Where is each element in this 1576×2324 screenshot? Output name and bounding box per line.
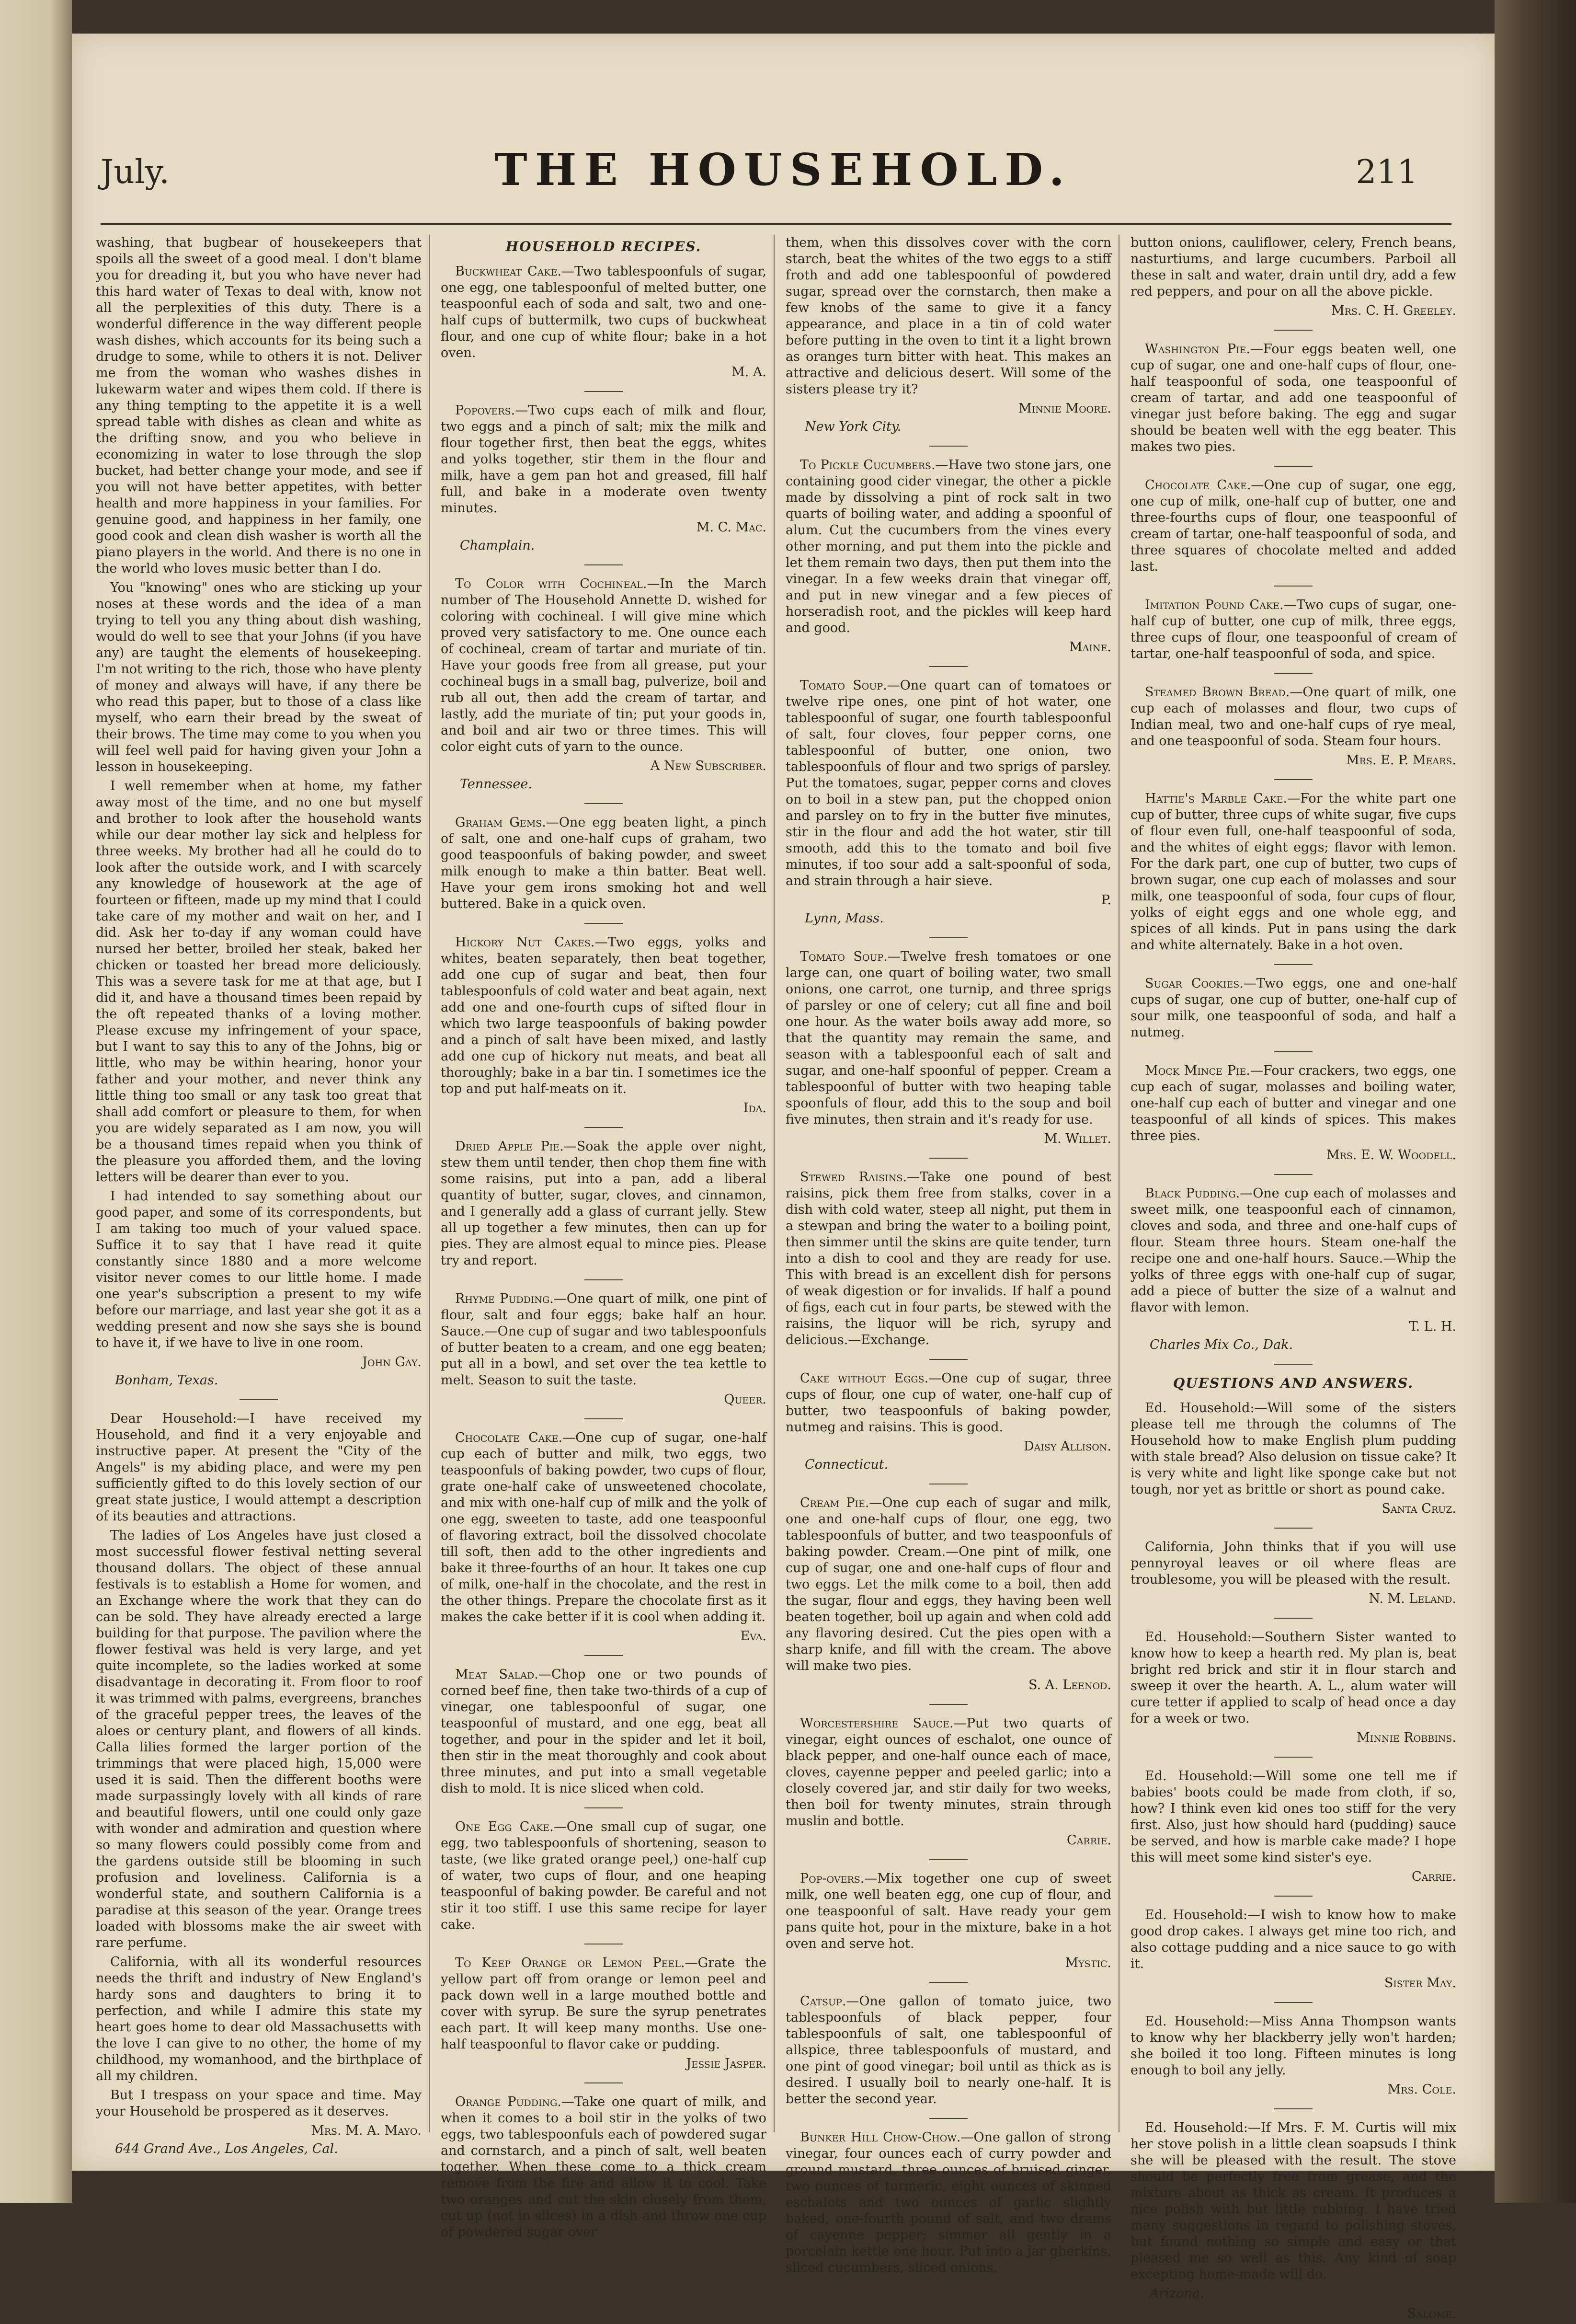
recipe-text: —One quart of milk, one cup each of molasses and flour, two cups of Indian meal, two and one-half cups of rye meal, and one teaspoonful of soda. Steam four hours. (1131, 685, 1456, 748)
recipe-text: —One gallon of tomato juice, two tablespoonfuls of black pepper, four tablespoonfuls of salt, one tablespoonful of allspice, three tablespoonfuls of mustard, and one pint of good vinegar; boil until as thick as is desired. I usually boil to nearly one-half. It is better the second year. (786, 1994, 1111, 2106)
recipe-title: Imitation Pound Cake. (1145, 598, 1284, 612)
qa-entry: Ed. Household:—Miss Anna Thompson wants to know why her blackberry jelly won't harden; she boiled it too long. Fifteen minutes is long enough to boil any jelly. (1131, 2014, 1456, 2078)
letter-paragraph: The ladies of Los Angeles have just closed a most successful flower festival netting several thousand dollars. The object of these annual festivals is to establish a Home for women, and an Exchange where the work that they can do can be sold. They have already erected a large building for that purpose. The pavilion where the flower festival was held is very large, and yet quite incomplete, so the ladies worked at some disadvantage in decorating it. From floor to roof it was trimmed with palms, evergreens, branches of the graceful pepper trees, the leaves of the aloes or century plant, and flowers of all kinds. Calla lilies formed the larger portion of the trimmings that were placed high, 15,000 were used it is said. Then the different booths were made surpassingly lovely with all kinds of rare and beautiful flowers, until one could only gaze with wonder and admiration and question where so many flowers could possibly come from and the gardens outside still be blooming in such profusion and loveliness. California is a wonderful state, and southern California is a paradise at this season of the year. Orange trees loaded with blossoms make the air sweet with rare perfume. (96, 1528, 422, 1950)
qa-entry: Ed. Household:—Will some of the sisters please tell me through the columns of The Household how to make English plum pudding with stale bread? Also delusion on tissue cake? It is very white and light like sponge cake but not tough, nor yet as brittle or short as pound cake. (1131, 1401, 1456, 1497)
separator (1274, 1896, 1313, 1897)
signature: John Gay. (362, 1355, 422, 1369)
place-line: Champlain. (460, 538, 535, 553)
separator (240, 1399, 278, 1400)
qa-entry: Ed. Household:—If Mrs. F. M. Curtis will mix her stove polish in a little clean soapsuds I think she will be pleased with the result. The stove should be perfectly free from grease, and the mixture about as thick as cream. It produces a nice polish with but little rubbing. I have tried many suggestions in regard to polishing stoves, but found nothing so simple and easy or that pleased me so well as this. Any kind of soap excepting home-made will do. (1131, 2120, 1456, 2282)
recipe-text: —One egg beaten light, a pinch of salt, one and one-half cups of graham, two good teaspoonfuls of baking powder, and sweet milk enough to make a thin batter. Beat well. Have your gem irons smoking hot and well buttered. Bake in a quick oven. (441, 815, 766, 911)
recipe-entry (1131, 341, 1456, 455)
recipe-entry (441, 1291, 766, 1389)
recipe-text: —Take one pound of best raisins, pick them free from stalks, cover in a dish with cold water, steep all night, put them in a stewpan and bring the water to a boiling point, then simmer until the skins are quite tender, turn into a dish to cool and they are ready for use. This with bread is an excellent dish for persons of weak digestion or for invalids. If half a pound of figs, each cut in four parts, be stewed with the raisins, the liquor will be rich, syrupy and delicious.—Exchange. (786, 1170, 1112, 1347)
separator (929, 2118, 968, 2119)
recipe-entry (441, 1139, 766, 1269)
place-line: Charles Mix Co., Dak. (1150, 1337, 1293, 1352)
recipe-text: —Two eggs, one and one-half cups of sugar, one cup of butter, one-half cup of sour milk, one teaspoonful of soda, and half a nutmeg. (1131, 976, 1456, 1040)
recipe-entry (786, 1495, 1111, 1674)
recipe-title: Worcestershire Sauce. (800, 1716, 954, 1731)
recipe-title: Sugar Cookies. (1145, 976, 1244, 991)
article-paragraph: I had intended to say something about our good paper, and some of its correspondents, but I am taking too much of your valued space. Suffice it to say that I have read it quite constantly since 1880 and a more welcome visitor never comes to our little home. I made one year's subscription a present to my wife before our marriage, and last year she got it as a wedding present and now she says she is bound to have it, if we have to live in one room. (96, 1189, 422, 1350)
signature: Mrs. E. W. Woodell. (1326, 1148, 1456, 1162)
separator (1274, 2002, 1313, 2003)
signature: Sister May. (1384, 1976, 1456, 1990)
recipe-entry (1131, 1185, 1456, 1316)
recipe-text: —One gallon of strong vinegar, four ounces each of curry powder and ground mustard, three ounces of bruised ginger, two ounces of turmeric, eight ounces of skinned eschalots and two ounces of garlic slightly baked, one-fourth pound of salt, and two drams of cayenne pepper; simmer all gently in a porcelain kettle one hour. Put into a jar gherkins, sliced cucumbers, sliced onions, (786, 2130, 1111, 2275)
separator (584, 1655, 623, 1656)
masthead-title: THE HOUSEHOLD. (494, 144, 1072, 196)
recipe-text: —One cup each of molasses and sweet milk, one teaspoonful each of cinnamon, cloves and soda, and three and one-half cups of flour. Steam three hours. Steam one-half the recipe one and one-half hours. Sauce.—Whip the yolks of three eggs with one-half cup of sugar, add a piece of butter the size of a walnut and flavor with lemon. (1131, 1186, 1457, 1315)
place-line: Arizona. (1150, 2286, 1204, 2301)
recipe-title: Hattie's Marble Cake. (1145, 791, 1288, 806)
recipe-entry (1131, 597, 1456, 662)
recipe-text: —One quart of milk, one pint of flour, salt and four eggs; bake half an hour. Sauce.—One cup of sugar and two tablespoonfuls of butter beaten to a cream, and one egg beaten; put all in a bowl, and set over the tea kettle to melt. Season to suit the taste. (441, 1291, 766, 1388)
recipe-entry (441, 2094, 766, 2241)
recipe-text: —One quart can of tomatoes or twelve ripe ones, one pint of hot water, one tablespoonful of sugar, one fourth tablespoonful of salt, four cloves, four pepper corns, one tablespoonful of butter, one onion, two tablespoonfuls of flour and two sprigs of parsley. Put the tomatoes, sugar, pepper corns and cloves on to boil in a stew pan, put the chopped onion and parsley on to fry in the butter five minutes, stir in the flour and add the hot water, stir till smooth, add this to the tomato and boil five minutes, if too sour add a salt-spoonful of soda, and strain through a hair sieve. (786, 678, 1111, 888)
signature: Minnie Moore. (1018, 401, 1111, 416)
recipe-text: —One cup each of sugar and milk, one and one-half cups of flour, one egg, two tablespoonfuls of butter, and two teaspoonfuls of baking powder. Cream.—One pint of milk, one cup of sugar, one and one-half cups of flour and two eggs. Let the milk come to a boil, then add the sugar, flour and eggs, they having been well beaten together, boil up again and when cold add any flavoring desired. Cut the pies open with a sharp knife, and fill with the cream. The above will make two pies. (786, 1496, 1112, 1673)
separator (584, 1807, 623, 1808)
separator (584, 2082, 623, 2083)
recipe-text: —Put two quarts of vinegar, eight ounces of eschalot, one ounce of black pepper, and one-half ounce each of mace, cloves, cayenne pepper and peeled garlic; into a closely covered jar, and stir daily for two weeks, then boil for twenty minutes, strain through muslin and bottle. (786, 1716, 1111, 1829)
separator (584, 1418, 623, 1419)
signature: M. Willet. (1044, 1131, 1111, 1146)
recipe-title: Orange Pudding. (455, 2094, 561, 2109)
signature: Mrs. Cole. (1387, 2082, 1456, 2097)
recipe-title: Stewed Raisins. (800, 1170, 907, 1185)
recipe-title: Cake without Eggs. (800, 1371, 929, 1386)
recipe-entry (786, 949, 1111, 1128)
separator (584, 803, 623, 804)
separator (929, 1982, 968, 1983)
column-2 (441, 235, 766, 2243)
column-1 (96, 235, 422, 2161)
signature: Santa Cruz. (1382, 1501, 1456, 1516)
signature: Maine. (1069, 640, 1111, 655)
recipe-text: —Mix together one cup of sweet milk, one well beaten egg, one cup of flour, and one teaspoonful of salt. Have ready your gem pans quite hot, pour in the mixture, bake in a hot oven and serve hot. (786, 1871, 1111, 1951)
recipe-title: Catsup. (800, 1994, 846, 2009)
recipe-entry (441, 934, 766, 1097)
separator (929, 1859, 968, 1860)
recipe-text: —Twelve fresh tomatoes or one large can, one quart of boiling water, two small onions, one carrot, one turnip, and three sprigs of parsley or one of celery; cut all fine and boil one hour. As the water boils away add more, so that the quantity may remain the same, and season with a tablespoonful each of salt and sugar, and one-half spoonful of pepper. Cream a tablespoonful of butter with two heaping table spoonfuls of flour, add this to the soup and boil five minutes, then strain and it's ready for use. (786, 949, 1111, 1127)
recipe-entry (786, 1715, 1111, 1829)
recipe-entry (441, 1819, 766, 1933)
recipe-title: One Egg Cake. (455, 1819, 554, 1834)
signature: Queer. (724, 1392, 766, 1407)
signature: P. (1101, 893, 1111, 908)
recipe-text: —Chop one or two pounds of corned beef fine, then take two-thirds of a cup of vinegar, one tablespoonful of sugar, one teaspoonful of mustard, and one egg, beat all together, and pour in the spider and let it boil, then stir in the meat thoroughly and cook about three minutes, and put into a small vegetable dish to mold. It is nice sliced when cold. (441, 1667, 766, 1796)
recipe-text: —Four crackers, two eggs, one cup each of sugar, molasses and boiling water, one-half cup each of butter and vinegar and one teaspoonful of all kinds of spices. This makes three pies. (1131, 1063, 1456, 1143)
recipe-entry (441, 264, 766, 361)
place-line: New York City. (805, 419, 902, 434)
separator (1274, 673, 1313, 674)
recipe-entry (786, 1871, 1111, 1952)
signature: Eva. (740, 1629, 766, 1644)
recipe-text: —One cup of sugar, one-half cup each of butter and milk, two eggs, two teaspoonfuls of baking powder, two cups of flour, grate one-half cake of unsweetened chocolate, and mix with one-half cup of milk and the yolk of one egg, sweeten to taste, add one teaspoonful of flavoring extract, boil the dissolved chocolate till soft, then add to the other ingredients and bake it three-fourths of an hour. It takes one cup of milk, one-half in the chocolate, and the rest in the other things. Prepare the chocolate first as it makes the cake better if it is cool when adding it. (441, 1430, 766, 1624)
recipe-entry (1131, 684, 1456, 749)
place-line: 644 Grand Ave., Los Angeles, Cal. (115, 2141, 338, 2156)
month-label: July. (101, 153, 170, 191)
recipe-entry (786, 1370, 1111, 1436)
qa-entry: Ed. Household:—Southern Sister wanted to know how to keep a hearth red. My plan is, beat bright red brick and stir it in flour starch and sweep it over the hearth. A. L., alum water will cure tetter if applied to scalp of head once a day for a week or two. (1131, 1630, 1456, 1726)
facing-page-edge (0, 0, 72, 2203)
separator (929, 1359, 968, 1360)
separator (1274, 779, 1313, 780)
recipe-entry (441, 1430, 766, 1625)
recipe-entry (786, 457, 1111, 636)
separator (929, 937, 968, 938)
separator (1274, 964, 1313, 965)
recipe-text: —One cup of sugar, three cups of flour, one cup of water, one-half cup of butter, two teaspoonfuls of baking powder, nutmeg and raisins. This is good. (786, 1371, 1111, 1435)
signature: Ida. (743, 1101, 766, 1116)
place-line: Connecticut. (805, 1457, 889, 1472)
signature: Mrs. E. P. Mears. (1346, 753, 1456, 768)
separator (584, 1127, 623, 1128)
recipe-entry (441, 1667, 766, 1797)
recipe-title: Cream Pie. (800, 1496, 869, 1510)
separator (1274, 1174, 1313, 1175)
section-heading: HOUSEHOLD RECIPES. (505, 239, 702, 254)
recipe-title: Hickory Nut Cakes. (455, 935, 595, 950)
separator (929, 1704, 968, 1705)
signature: A New Subscriber. (650, 759, 766, 773)
column-4 (1131, 235, 1456, 2324)
section-heading: QUESTIONS AND ANSWERS. (1173, 1375, 1414, 1391)
recipe-title: Tomato Soup. (800, 949, 888, 964)
recipe-text: —Take one quart of milk, and when it comes to a boil stir in the yolks of two eggs, two tablespoonfuls each of powdered sugar and cornstarch, and a pinch of salt, well beaten together. When these come to a thick cream remove from the fire and allow it to cool. Take two oranges and cut the skin closely from them, cut up (not in slices) in a dish and throw one cup of powdered sugar over (441, 2094, 766, 2240)
place-line: Tennessee. (460, 777, 532, 792)
recipe-text: —Two cups each of milk and flour, two eggs and a pinch of salt; mix the milk and flour together first, then beat the eggs, whites and yolks together, stir them in the flour and milk, have a gem pan hot and greased, fill half full, and bake in a moderate oven twenty minutes. (441, 403, 766, 516)
qa-entry: Ed. Household:—I wish to know how to make good drop cakes. I always get mine too rich, and also cottage pudding and a nice sauce to go with it. (1131, 1908, 1456, 1971)
recipe-title: Buckwheat Cake. (455, 264, 562, 279)
signature: M. C. Mac. (696, 520, 766, 535)
signature: Mrs. M. A. Mayo. (311, 2123, 422, 2138)
place-line: Lynn, Mass. (805, 911, 884, 926)
continued-paragraph: them, when this dissolves cover with the corn starch, beat the whites of the two eggs to a stiff froth and add one tablespoonful of powdered sugar, spread over the cornstarch, then make a few knobs of the same to give it a fancy appearance, and place in a tin of cold water before putting in the oven to tint it a light brown as oranges turn bitter with heat. This makes an attractive and delicious desert. Will some of the sisters please try it? (786, 235, 1111, 397)
recipe-text: —Soak the apple over night, stew them until tender, then chop them fine with some raisins, put into a pan, add a liberal quantity of butter, sugar, cloves, and cinnamon, and I generally add a glass of currant jelly. Stew all up together a few minutes, then can up for pies. They are almost equal to mince pies. Please try and report. (441, 1139, 766, 1268)
recipe-text: —One small cup of sugar, one egg, two tablespoonfuls of shortening, season to taste, (we like grated orange peel,) one-half cup of water, two cups of flour, and one heaping teaspoonful of baking powder. Be careful and not stir it too stiff. I use this same recipe for layer cake. (441, 1819, 766, 1932)
recipe-title: Graham Gems. (455, 815, 546, 830)
signature: T. L. H. (1409, 1319, 1456, 1334)
recipe-text: —In the March number of The Household Annette D. wished for coloring with cochineal. I will give mine which proved very satisfactory to me. One ounce each of cochineal, cream of tartar and muriate of tin. Have your goods free from all grease, put your cochineal bugs in a small bag, pulverize, boil and rub all out, then add the cream of tartar, and lastly, add the muriate of tin; put your goods in, and boil and air two or three times. This will color eight cuts of yarn to the ounce. (441, 576, 766, 754)
signature: Daisy Allison. (1023, 1439, 1111, 1454)
letter-paragraph: But I trespass on your space and time. May your Household be prospered as it deserves. (96, 2088, 422, 2119)
separator (584, 564, 623, 565)
separator (1274, 2108, 1313, 2109)
recipe-text: —One cup of sugar, one egg, one cup of milk, one-half cup of butter, one and three-fourths cups of flour, one teaspoonful of cream of tartar, one-half teaspoonful of soda, and three squares of chocolate melted and added last. (1131, 478, 1457, 574)
book-spine-edge (1495, 0, 1576, 2203)
recipe-entry (786, 678, 1111, 889)
separator (1274, 1364, 1313, 1365)
article-paragraph: I well remember when at home, my father away most of the time, and no one but myself and brother to look after the household wants while our dear mother lay sick and helpless for three weeks. My brother had all he could do to look after the outside work, and I with scarcely any knowledge of housework at the age of fourteen or fifteen, made up my mind that I could take care of my mother and wait on her, and I did. Ask her to-day if any woman could have nursed her better, broiled her steak, baked her chicken or toasted her bread more deliciously. This was a severe task for me at that age, but I did it, and have a thousand times been repaid by the oft repeated thanks of a loving mother. Please excuse my infringement of your space, but I want to say this to any of the Johns, big or little, who may be within hearing, honor your father and your mother, and never think any little thing too small or any task too great that shall add comfort or pleasure to them, for when you are widely separated as I am now, you will be a thousand times repaid when you think of the pleasure you afforded them, and the loving letters will be dearer than ever to you. (96, 779, 422, 1185)
letter-paragraph: Dear Household:—I have received my Household, and find it a very enjoyable and instructive paper. At present the "City of the Angels" is my abiding place, and were my pen sufficiently gifted to do this lovely section of our great state justice, I would attempt a description of its beauties and attractions. (96, 1411, 422, 1524)
continued-paragraph: button onions, cauliflower, celery, French beans, nasturtiums, and large cucumbers. Parboil all these in salt and water, drain until dry, add a few red peppers, and pour on all the above pickle. (1131, 235, 1456, 299)
recipe-entry (1131, 477, 1456, 575)
recipe-text: —Two eggs, yolks and whites, beaten separately, then beat together, add one cup of sugar and beat, then four tablespoonfuls of cold water and beat again, next add one and one-fourth cups of sifted flour in which two large teaspoonfuls of baking powder and a pinch of salt have been mixed, and lastly add one cup of hickory nut meats, and beat all thoroughly; bake in a bar tin. I sometimes ice the top and put half-meats on it. (441, 935, 766, 1096)
recipe-title: Chocolate Cake. (455, 1430, 563, 1445)
recipe-title: Bunker Hill Chow-Chow. (800, 2130, 961, 2145)
separator (584, 923, 623, 924)
separator (584, 1279, 623, 1280)
article-paragraph: You "knowing" ones who are sticking up your noses at these words and the idea of a man trying to tell you any thing about dish washing, would do well to see that your Johns (if you have any) are taught the elements of housekeeping. I'm not writing to the rich, those who have plenty of money and always will have, if any there be who read this paper, but to those of a class like myself, who earn their bread by the sweat of their brows. The time may come to you when you will feel well paid for having given your John a lesson in housekeeping. (96, 580, 422, 774)
recipe-text: —Grate the yellow part off from orange or lemon peel and pack down well in a large mouthed bottle and cover with syrup. Be sure the syrup penetrates each part. It will keep many months. Use one-half teaspoonful to flavor cake or pudding. (441, 1956, 766, 2052)
recipe-title: Washington Pie. (1145, 342, 1251, 357)
page-number: 211 (1356, 153, 1418, 191)
recipe-entry (441, 815, 766, 912)
recipe-entry (441, 576, 766, 755)
qa-entry: Ed. Household:—Will some one tell me if babies' boots could be made from cloth, if so, how? I think even kid ones too stiff for the very first. Also, just how should hard (pudding) sauce be served, and how is marble cake made? I hope this will meet some kind sister's eye. (1131, 1769, 1456, 1865)
recipe-title: Dried Apple Pie. (455, 1139, 564, 1154)
separator (584, 391, 623, 392)
separator (1274, 1051, 1313, 1052)
recipe-entry (1131, 976, 1456, 1041)
recipe-text: —Four eggs beaten well, one cup of sugar, one and one-half cups of flour, one-half teaspoonful of soda, one teaspoonful of cream of tartar, and add one teaspoonful of vinegar just before baking. The egg and sugar should be beaten well with the egg beater. This makes two pies. (1131, 342, 1457, 454)
recipe-title: Mock Mince Pie. (1145, 1063, 1250, 1078)
newspaper-page (72, 34, 1495, 2321)
recipe-entry (441, 1955, 766, 2053)
separator (1274, 586, 1313, 587)
signature: Mrs. C. H. Greeley. (1331, 303, 1456, 318)
recipe-title: Tomato Soup. (800, 678, 887, 693)
column-divider (774, 235, 775, 2132)
letter-paragraph: California, with all its wonderful resources needs the thrift and industry of New England's hardy sons and daughters to bring it to perfection, and while I admire this state my heart goes home to dear old Massachusetts with the love I can give to no other, the home of my childhood, my womanhood, and the birthplace of all my children. (96, 1955, 422, 2083)
recipe-text: —For the white part one cup of butter, three cups of white sugar, five cups of flour even full, one-half teaspoonful of soda, and the whites of eight eggs; flavor with lemon. For the dark part, one cup of butter, two cups of brown sugar, one cup each of molasses and sour milk, one teaspoonful of soda, four cups of flour, yolks of eight eggs and one whole egg, and spices of all kinds. Put in pans using the dark and white alternately. Bake in a hot oven. (1131, 791, 1456, 953)
recipe-entry (786, 1993, 1111, 2107)
separator (1274, 330, 1313, 331)
column-3 (786, 235, 1111, 2279)
recipe-title: To Pickle Cucumbers. (800, 458, 936, 472)
separator (929, 1158, 968, 1159)
separator (1274, 1618, 1313, 1619)
recipe-title: To Color with Cochineal. (455, 576, 647, 591)
recipe-entry (786, 2129, 1111, 2276)
recipe-entry (1131, 1063, 1456, 1144)
recipe-title: To Keep Orange or Lemon Peel. (455, 1956, 685, 1970)
article-paragraph: washing, that bugbear of housekeepers that spoils all the sweet of a good meal. I don't blame you for dreading it, but you who have never had this hard water of Texas to deal with, know not all the perplexities of this duty. There is a wonderful difference in the way different people wash dishes, which accounts for its being such a drudge to some, while to others it is not. Deliver me from the woman who washes dishes in lukewarm water and wipes them cold. If there is any thing tempting to the appetite it is a well spread table with dishes as clean and white as the drifting snow, and you who believe in economizing in water to lose through the slop bucket, had better change your mode, and see if you will not have better appetites, with better health and more happiness in your families. For genuine good, and happiness in her family, one good cook and clean dish washer is worth all the piano players in the world. And there is no one in the world who loves music better than I do. (96, 235, 422, 576)
recipe-title: Pop-overs. (800, 1871, 865, 1886)
recipe-title: Steamed Brown Bread. (1145, 685, 1290, 700)
recipe-entry (441, 403, 766, 517)
signature: N. M. Leland. (1369, 1591, 1456, 1606)
header-rule (101, 223, 1451, 225)
recipe-title: Black Pudding. (1145, 1186, 1240, 1201)
recipe-title: Popovers. (455, 403, 515, 418)
signature: M. A. (731, 365, 766, 380)
signature: Mystic. (1065, 1956, 1111, 1970)
recipe-title: Meat Salad. (455, 1667, 538, 1682)
qa-entry: California, John thinks that if you will use pennyroyal leaves or oil where fleas are troublesome, you will be pleased with the result. (1131, 1540, 1456, 1587)
recipe-entry (786, 1169, 1111, 1348)
separator (1274, 466, 1313, 467)
recipe-title: Rhyme Pudding. (455, 1291, 554, 1306)
recipe-text: —Have two stone jars, one containing good cider vinegar, the other a pickle made by dissolving a pint of rock salt in two quarts of boiling water, and adding a spoonful of alum. Cut the cucumbers from the vines every other morning, and put them into the pickle and let them remain two days, then put them into the vinegar. In a few weeks drain that vinegar off, and put in new vinegar and a few pieces of horseradish root, and the pickles will keep hard and good. (786, 458, 1111, 635)
separator (1274, 1757, 1313, 1758)
signature: Jessie Jasper. (686, 2056, 766, 2071)
separator (929, 446, 968, 447)
recipe-text: —Two tablespoonfuls of sugar, one egg, one tablespoonful of melted butter, one teaspoonful each of soda and salt, two and one-half cups of buttermilk, two cups of buckwheat flour, and one cup of white flour; bake in a hot oven. (441, 264, 766, 360)
signature: Carrie. (1412, 1869, 1456, 1884)
signature: Carrie. (1067, 1833, 1111, 1848)
recipe-entry (1131, 791, 1456, 954)
signature: S. A. Leenod. (1028, 1678, 1111, 1692)
recipe-text: —Two cups of sugar, one-half cup of butter, one cup of milk, three eggs, three cups of flour, one teaspoonful of cream of tartar, one-half teaspoonful of soda, and spice. (1131, 598, 1456, 661)
signature: Salome. (1407, 2306, 1456, 2321)
column-divider (429, 235, 430, 2132)
recipe-title: Chocolate Cake. (1145, 478, 1251, 493)
separator (1274, 1528, 1313, 1529)
signature: Minnie Robbins. (1357, 1730, 1456, 1745)
place-line: Bonham, Texas. (115, 1373, 218, 1388)
page-header (72, 34, 1495, 206)
separator (929, 666, 968, 667)
